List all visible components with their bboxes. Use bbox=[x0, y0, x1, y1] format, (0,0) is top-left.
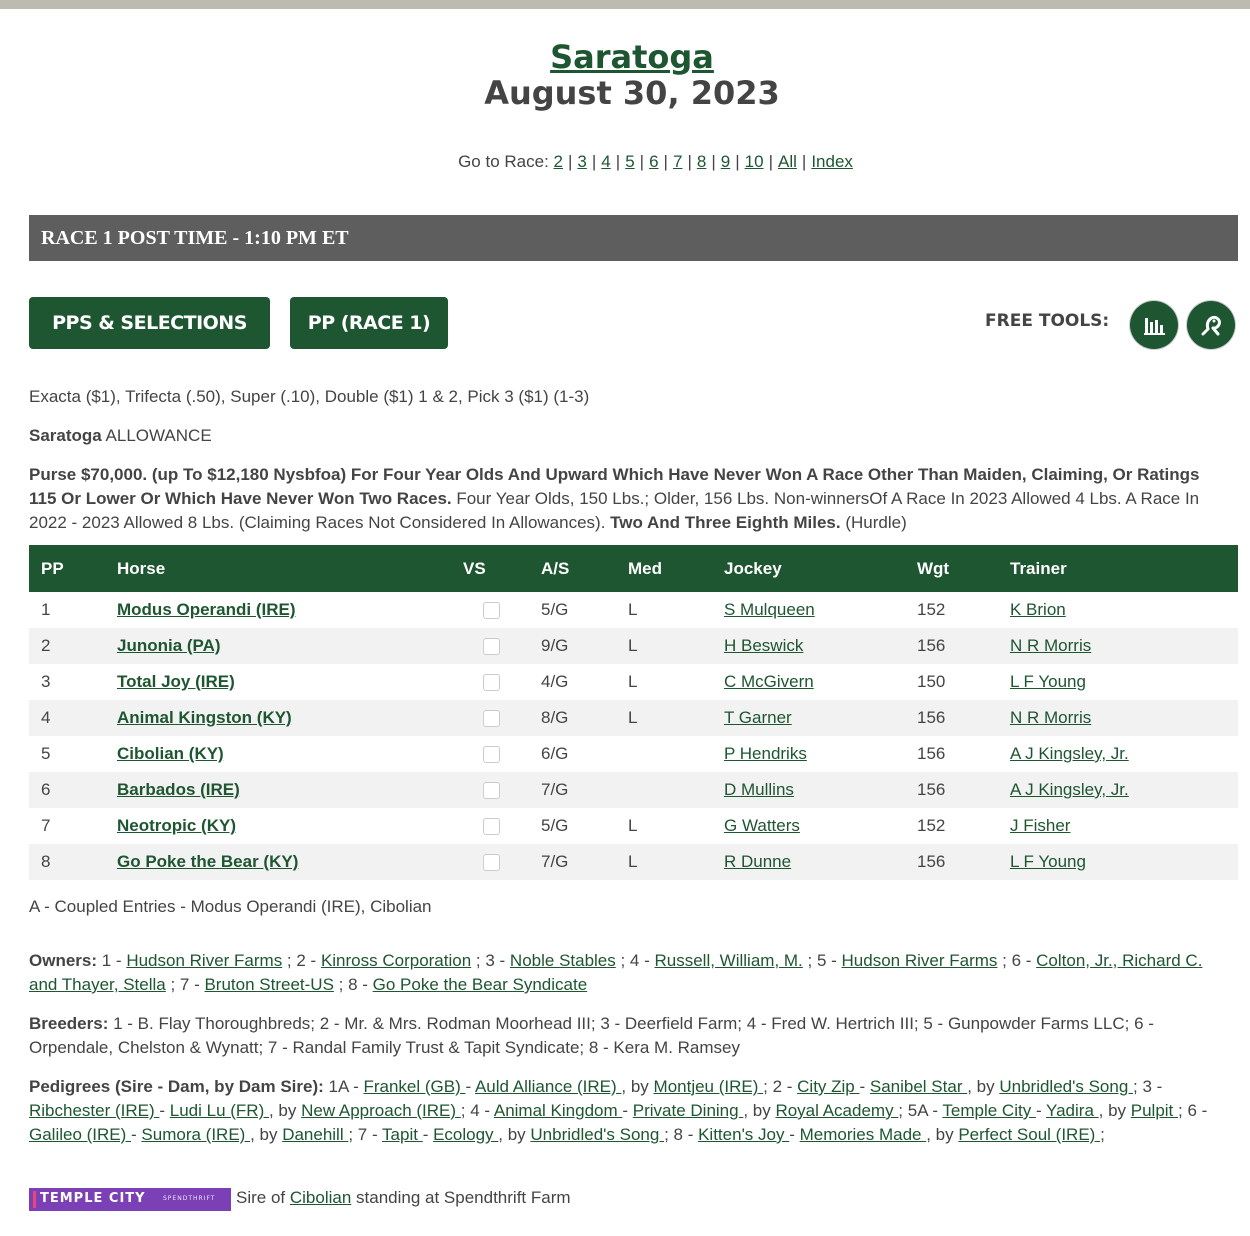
age-sex-cell: 5/G bbox=[541, 816, 569, 835]
horse-link[interactable]: Barbados (IRE) bbox=[117, 780, 240, 799]
owner-prefix: ; 7 - bbox=[165, 975, 205, 994]
sire-link[interactable]: Tapit bbox=[382, 1125, 423, 1144]
trainer-link[interactable]: N R Morris bbox=[1010, 708, 1092, 727]
coupled-entries: A - Coupled Entries - Modus Operandi (IRE), Cibolian bbox=[29, 897, 432, 916]
table-row bbox=[29, 592, 1238, 628]
col-header-as: A/S bbox=[529, 545, 616, 592]
horse-link[interactable]: Total Joy (IRE) bbox=[117, 672, 235, 691]
jockey-link[interactable]: R Dunne bbox=[724, 852, 792, 871]
pp-cell: 6 bbox=[29, 772, 105, 808]
dam-link[interactable]: Yadira bbox=[1046, 1101, 1099, 1120]
vs-checkbox[interactable] bbox=[483, 746, 500, 763]
pedigrees-label: Pedigrees (Sire - Dam, by Dam Sire): bbox=[29, 1077, 324, 1096]
track-link[interactable]: Saratoga bbox=[550, 38, 714, 76]
owner-prefix: ; 6 - bbox=[997, 951, 1037, 970]
col-header-trainer: Trainer bbox=[998, 545, 1238, 592]
col-header-jockey: Jockey bbox=[712, 545, 905, 592]
goto-separator: | bbox=[735, 152, 740, 171]
med-cell: L bbox=[628, 816, 638, 835]
sire-link[interactable]: City Zip bbox=[797, 1077, 860, 1096]
weight-cell: 152 bbox=[917, 600, 946, 619]
owner-link[interactable]: Noble Stables bbox=[509, 951, 616, 970]
jockey-link[interactable]: T Garner bbox=[724, 708, 792, 727]
sire-ad-horse-link[interactable]: Cibolian bbox=[289, 1188, 352, 1207]
horse-cell bbox=[105, 808, 451, 844]
owner-link[interactable]: Hudson River Farms bbox=[126, 951, 283, 970]
vs-checkbox[interactable] bbox=[483, 854, 500, 871]
med-cell: L bbox=[616, 700, 712, 736]
vs-cell bbox=[451, 772, 529, 808]
track-title bbox=[0, 37, 1250, 77]
sire-link[interactable]: Kitten's Joy bbox=[698, 1125, 790, 1144]
sire-ad-pre: Sire of bbox=[236, 1188, 290, 1207]
sire-link[interactable]: Ribchester (IRE) bbox=[29, 1101, 160, 1120]
sire-link[interactable]: Frankel (GB) bbox=[363, 1077, 466, 1096]
vs-cell bbox=[451, 700, 529, 736]
horseshoe-icon[interactable] bbox=[1187, 301, 1235, 349]
pedigree-by: , by bbox=[250, 1125, 283, 1144]
table-row bbox=[29, 736, 1238, 772]
pp-cell: 4 bbox=[29, 700, 105, 736]
sire-ad-text bbox=[236, 1186, 571, 1210]
age-sex-cell: 5/G bbox=[541, 600, 569, 619]
jockey-link[interactable]: S Mulqueen bbox=[724, 600, 815, 619]
trainer-cell bbox=[998, 772, 1238, 808]
pedigree-dash: - bbox=[789, 1125, 800, 1144]
jockey-link[interactable]: H Beswick bbox=[724, 636, 804, 655]
vs-checkbox[interactable] bbox=[483, 638, 500, 655]
pedigree-prefix: ; 6 - bbox=[1178, 1101, 1208, 1120]
age-sex-cell: 8/G bbox=[529, 700, 616, 736]
vs-cell bbox=[451, 628, 529, 664]
goto-race-link-9[interactable]: 9 bbox=[720, 152, 731, 171]
owner-link[interactable]: Hudson River Farms bbox=[841, 951, 998, 970]
jockey-cell bbox=[712, 664, 905, 700]
med-cell: L bbox=[628, 672, 638, 691]
goto-race-link-all[interactable]: All bbox=[777, 152, 797, 171]
horse-cell bbox=[105, 592, 451, 628]
trainer-cell bbox=[998, 664, 1238, 700]
dam-link[interactable]: Ecology bbox=[433, 1125, 499, 1144]
vs-cell bbox=[451, 844, 529, 880]
free-tools-label: FREE TOOLS: bbox=[985, 311, 1110, 331]
horse-cell bbox=[105, 736, 451, 772]
owners-label: Owners: bbox=[29, 951, 98, 970]
horse-cell bbox=[105, 844, 451, 880]
pedigree-dash: - bbox=[159, 1101, 170, 1120]
wager-types: Exacta ($1), Trifecta (.50), Super (.10), Double ($1) 1 & 2, Pick 3 ($1) (1-3) bbox=[29, 387, 590, 406]
trainer-cell bbox=[998, 592, 1238, 628]
jockey-link[interactable]: C McGivern bbox=[724, 672, 814, 691]
bar-chart-icon[interactable] bbox=[1130, 301, 1178, 349]
age-sex-cell: 4/G bbox=[541, 672, 569, 691]
goto-race-link-index[interactable]: Index bbox=[811, 152, 853, 171]
trainer-cell bbox=[998, 736, 1238, 772]
race-type-track: Saratoga bbox=[29, 426, 102, 445]
col-header-pp: PP bbox=[29, 545, 105, 592]
pedigree-by: , by bbox=[967, 1077, 1000, 1096]
pp-race-1-button[interactable]: PP (RACE 1) bbox=[290, 297, 448, 349]
horse-cell bbox=[105, 700, 451, 736]
trainer-cell bbox=[998, 808, 1238, 844]
trainer-link[interactable]: J Fisher bbox=[1010, 816, 1071, 835]
breeders-text: 1 - B. Flay Thoroughbreds; 2 - Mr. & Mrs. Rodman Moorhead III; 3 - Deerfield Farm; 4 - Fred W. Hertrich III; 5 - Gunpowder Farms LLC; 6 - Orpendale, Chelston & Wynatt; 7 - Randal Family Trust & Tapit Syndicate; 8 - Kera M. Ramsey bbox=[29, 1014, 1154, 1057]
goto-separator: | bbox=[711, 152, 716, 171]
jockey-link[interactable]: G Watters bbox=[724, 816, 800, 835]
age-sex-cell: 6/G bbox=[541, 744, 569, 763]
goto-separator: | bbox=[801, 152, 807, 171]
dam-link[interactable]: Sanibel Star bbox=[869, 1077, 968, 1096]
dam-link[interactable]: Memories Made bbox=[799, 1125, 927, 1144]
trainer-link[interactable]: A J Kingsley, Jr. bbox=[1010, 744, 1129, 763]
vs-checkbox[interactable] bbox=[483, 710, 500, 727]
pedigree-dash: - bbox=[465, 1077, 475, 1096]
pp-cell: 3 bbox=[41, 672, 51, 691]
vs-cell bbox=[451, 592, 529, 628]
goto-race-link-6[interactable]: 6 bbox=[649, 152, 659, 171]
owner-link[interactable]: Go Poke the Bear Syndicate bbox=[372, 975, 588, 994]
weight-cell: 156 bbox=[917, 744, 946, 763]
pedigree-tail: ; bbox=[1100, 1125, 1105, 1144]
sire-link[interactable]: Temple City bbox=[942, 1101, 1036, 1120]
jockey-cell bbox=[712, 700, 905, 736]
jockey-cell bbox=[712, 844, 905, 880]
weight-cell: 150 bbox=[917, 672, 946, 691]
race-type: ALLOWANCE bbox=[101, 426, 212, 445]
goto-separator: | bbox=[591, 152, 597, 171]
goto-race-nav bbox=[0, 152, 1250, 172]
pp-cell: 7 bbox=[41, 816, 51, 835]
pps-selections-button[interactable]: PPS & SELECTIONS bbox=[29, 297, 270, 349]
horse-cell bbox=[105, 772, 451, 808]
pedigree-by: , by bbox=[621, 1077, 654, 1096]
owner-prefix: ; 5 - bbox=[802, 951, 842, 970]
dam-sire-link[interactable]: Montjeu (IRE) bbox=[653, 1077, 764, 1096]
breeders-list bbox=[29, 1012, 1229, 1060]
pedigree-dash: - bbox=[622, 1101, 633, 1120]
dam-sire-link[interactable]: Unbridled's Song bbox=[530, 1125, 665, 1144]
trainer-link[interactable]: N R Morris bbox=[1010, 636, 1092, 655]
goto-separator: | bbox=[687, 152, 692, 171]
jockey-cell bbox=[712, 808, 905, 844]
goto-separator: | bbox=[663, 152, 668, 171]
jockey-cell bbox=[712, 592, 905, 628]
col-header-vs: VS bbox=[451, 545, 529, 592]
banner-title: TEMPLE CITY bbox=[40, 1191, 146, 1206]
pedigree-prefix: ; 3 - bbox=[1133, 1077, 1163, 1096]
owner-link[interactable]: Kinross Corporation bbox=[320, 951, 472, 970]
pedigree-dash: - bbox=[1035, 1101, 1047, 1120]
jockey-cell bbox=[712, 736, 905, 772]
age-sex-cell: 7/G bbox=[529, 844, 616, 880]
owner-link[interactable]: Colton, Jr., Richard C. and Thayer, Stella bbox=[29, 951, 1203, 994]
race-conditions bbox=[29, 463, 1229, 535]
dam-sire-link[interactable]: Royal Academy bbox=[775, 1101, 899, 1120]
goto-race-link-7[interactable]: 7 bbox=[672, 152, 683, 171]
pedigree-dash: - bbox=[131, 1125, 142, 1144]
pedigree-by: , by bbox=[743, 1101, 776, 1120]
goto-label: Go to Race: bbox=[458, 152, 554, 171]
top-border bbox=[0, 0, 1250, 9]
pp-cell: 8 bbox=[29, 844, 105, 880]
dam-sire-link[interactable]: Pulpit bbox=[1130, 1101, 1178, 1120]
owners-list bbox=[29, 949, 1229, 997]
pedigree-dash: - bbox=[859, 1077, 870, 1096]
pedigree-by: , by bbox=[498, 1125, 531, 1144]
owner-prefix: ; 4 - bbox=[615, 951, 655, 970]
dam-sire-link[interactable]: Danehill bbox=[282, 1125, 349, 1144]
dam-link[interactable]: Sumora (IRE) bbox=[141, 1125, 251, 1144]
owner-link[interactable]: Russell, William, M. bbox=[654, 951, 803, 970]
jockey-cell bbox=[712, 628, 905, 664]
pedigree-dash: - bbox=[422, 1125, 434, 1144]
dam-sire-link[interactable]: Unbridled's Song bbox=[999, 1077, 1134, 1096]
owner-prefix: 1 - bbox=[97, 951, 127, 970]
horse-cell bbox=[105, 628, 451, 664]
pedigree-by: , by bbox=[926, 1125, 959, 1144]
jockey-link[interactable]: D Mullins bbox=[724, 780, 794, 799]
goto-separator: | bbox=[639, 152, 645, 171]
conditions-surface: (Hurdle) bbox=[840, 513, 907, 532]
entries-table bbox=[29, 545, 1238, 880]
med-cell: L bbox=[616, 844, 712, 880]
conditions-purse: Purse $70,000. (up To $12,180 Nysbfoa) For Four Year Olds And Upward Which Have Never Won A Race Other Than Maiden, Claiming, Or Ratings 115 Or Lower Or Which Have Never Won Two Races. bbox=[29, 465, 1200, 508]
conditions-weights: Four Year Olds, 150 Lbs.; Older, 156 Lbs. Non-winnersOf A Race In 2023 Allowed 4 Lbs. A Race In 2022 - 2023 Allowed 8 Lbs. (Claiming Races Not Considered In Allowances). bbox=[29, 489, 1200, 532]
col-header-wgt: Wgt bbox=[905, 545, 998, 592]
table-header-row bbox=[29, 545, 1238, 592]
horse-cell bbox=[105, 664, 451, 700]
goto-race-link-4[interactable]: 4 bbox=[601, 152, 611, 171]
table-row bbox=[29, 808, 1238, 844]
sire-ad-post: standing at Spendthrift Farm bbox=[351, 1188, 571, 1207]
goto-separator: | bbox=[768, 152, 773, 171]
weight-cell: 156 bbox=[905, 844, 998, 880]
pp-cell: 1 bbox=[41, 600, 51, 619]
age-sex-cell: 9/G bbox=[529, 628, 616, 664]
horse-link[interactable]: Junonia (PA) bbox=[117, 636, 221, 655]
dam-sire-link[interactable]: Perfect Soul (IRE) bbox=[958, 1125, 1101, 1144]
pedigree-by: , by bbox=[268, 1101, 302, 1120]
weight-cell: 156 bbox=[905, 700, 998, 736]
table-row bbox=[29, 700, 1238, 736]
med-cell bbox=[616, 772, 712, 808]
vs-cell bbox=[451, 808, 529, 844]
owner-prefix: ; 3 - bbox=[471, 951, 510, 970]
goto-separator: | bbox=[567, 152, 573, 171]
trainer-cell bbox=[998, 844, 1238, 880]
banner-brand: SPENDTHRIFT bbox=[163, 1195, 216, 1202]
age-sex-cell: 7/G bbox=[529, 772, 616, 808]
pedigree-prefix: ; 5A - bbox=[898, 1101, 943, 1120]
pedigree-prefix: ; 7 - bbox=[348, 1125, 383, 1144]
med-cell: L bbox=[628, 600, 638, 619]
goto-race-link-5[interactable]: 5 bbox=[625, 152, 635, 171]
goto-race-link-3[interactable]: 3 bbox=[577, 152, 587, 171]
horse-link[interactable]: Go Poke the Bear (KY) bbox=[117, 852, 299, 871]
trainer-link[interactable]: L F Young bbox=[1010, 672, 1086, 691]
trainer-link[interactable]: K Brion bbox=[1010, 600, 1066, 619]
owner-link[interactable]: Bruton Street-US bbox=[204, 975, 334, 994]
jockey-link[interactable]: P Hendriks bbox=[724, 744, 807, 763]
col-header-horse: Horse bbox=[105, 545, 451, 592]
pedigree-prefix: ; 2 - bbox=[763, 1077, 798, 1096]
horse-link[interactable]: Modus Operandi (IRE) bbox=[117, 600, 296, 619]
race-type-line bbox=[29, 424, 1229, 448]
goto-race-link-2[interactable]: 2 bbox=[553, 152, 563, 171]
vs-checkbox[interactable] bbox=[483, 674, 500, 691]
trainer-cell bbox=[998, 700, 1238, 736]
race-date: August 30, 2023 bbox=[484, 74, 780, 112]
vs-checkbox[interactable] bbox=[483, 782, 500, 799]
dam-sire-link[interactable]: New Approach (IRE) bbox=[301, 1101, 461, 1120]
goto-race-link-8[interactable]: 8 bbox=[696, 152, 707, 171]
horse-link[interactable]: Neotropic (KY) bbox=[117, 816, 236, 835]
table-row bbox=[29, 844, 1238, 880]
table-row bbox=[29, 664, 1238, 700]
goto-separator: | bbox=[615, 152, 621, 171]
vs-checkbox[interactable] bbox=[483, 818, 500, 835]
table-row bbox=[29, 772, 1238, 808]
pedigrees-list bbox=[29, 1075, 1229, 1147]
weight-cell: 156 bbox=[905, 628, 998, 664]
sire-link[interactable]: Animal Kingdom bbox=[493, 1101, 623, 1120]
pedigree-by: , by bbox=[1098, 1101, 1131, 1120]
horse-link[interactable]: Animal Kingston (KY) bbox=[117, 708, 292, 727]
owner-prefix: ; 2 - bbox=[282, 951, 321, 970]
weight-cell: 152 bbox=[917, 816, 946, 835]
banner-stripe bbox=[33, 1191, 36, 1208]
temple-city-banner[interactable] bbox=[29, 1188, 231, 1211]
vs-checkbox[interactable] bbox=[483, 602, 500, 619]
owner-prefix: ; 8 - bbox=[333, 975, 373, 994]
conditions-distance: Two And Three Eighth Miles. bbox=[610, 513, 841, 532]
med-cell bbox=[616, 736, 712, 772]
pedigree-prefix: ; 4 - bbox=[460, 1101, 494, 1120]
pp-cell: 5 bbox=[41, 744, 51, 763]
horse-link[interactable]: Cibolian (KY) bbox=[117, 744, 224, 763]
vs-cell bbox=[451, 736, 529, 772]
dam-link[interactable]: Private Dining bbox=[632, 1101, 744, 1120]
med-cell: L bbox=[616, 628, 712, 664]
sire-link[interactable]: Galileo (IRE) bbox=[29, 1125, 132, 1144]
pp-cell: 2 bbox=[29, 628, 105, 664]
pedigree-prefix: 1A - bbox=[323, 1077, 364, 1096]
trainer-link[interactable]: L F Young bbox=[1010, 852, 1086, 871]
race-post-time-bar: RACE 1 POST TIME - 1:10 PM ET bbox=[29, 215, 1238, 261]
weight-cell: 156 bbox=[905, 772, 998, 808]
pedigree-prefix: ; 8 - bbox=[664, 1125, 699, 1144]
col-header-med: Med bbox=[616, 545, 712, 592]
dam-link[interactable]: Ludi Lu (FR) bbox=[169, 1101, 269, 1120]
table-row bbox=[29, 628, 1238, 664]
trainer-cell bbox=[998, 628, 1238, 664]
breeders-label: Breeders: bbox=[29, 1014, 109, 1033]
trainer-link[interactable]: A J Kingsley, Jr. bbox=[1010, 780, 1129, 799]
goto-race-link-10[interactable]: 10 bbox=[744, 152, 764, 171]
vs-cell bbox=[451, 664, 529, 700]
jockey-cell bbox=[712, 772, 905, 808]
dam-link[interactable]: Auld Alliance (IRE) bbox=[474, 1077, 622, 1096]
